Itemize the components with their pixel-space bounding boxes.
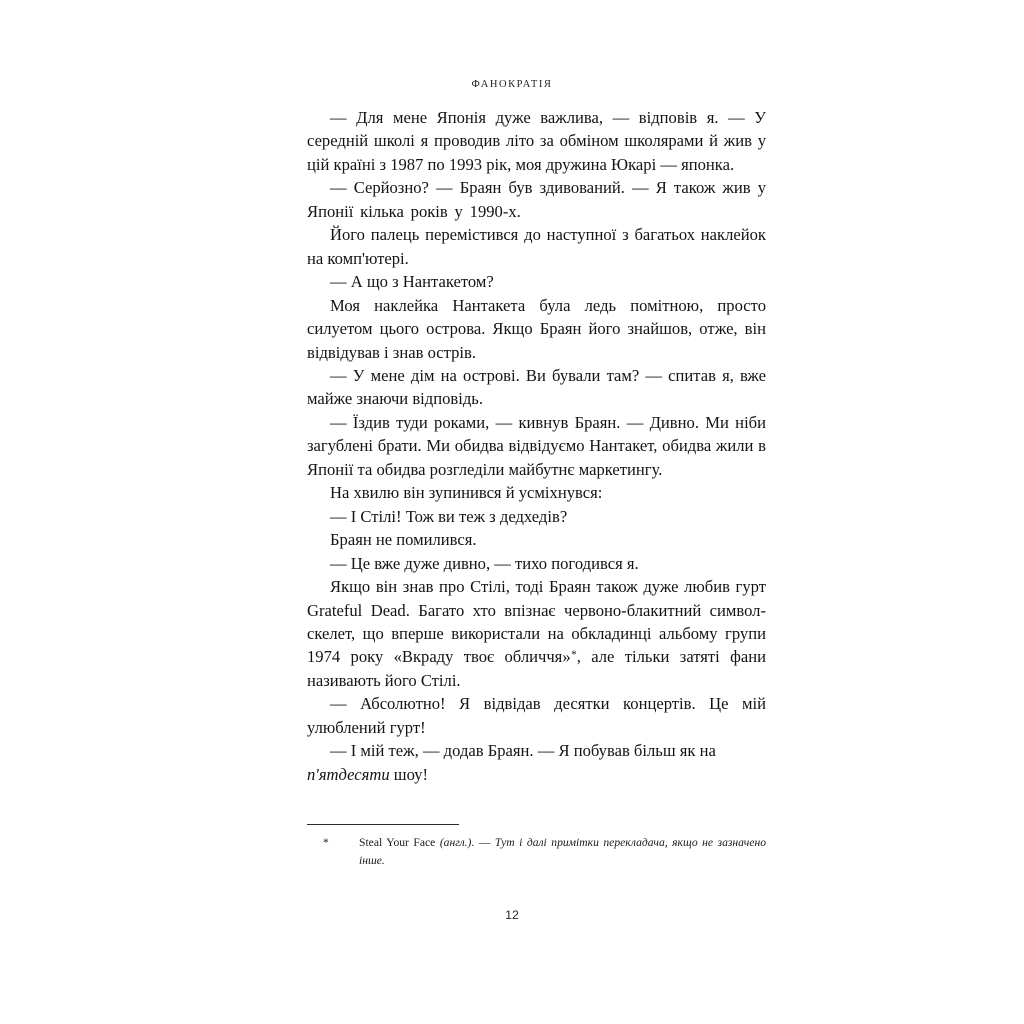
paragraph-text: — Абсолютно! Я відвідав десятки концертів. Це мій улюблений гурт! [307,694,766,737]
paragraph [307,176,766,223]
paragraph [307,481,766,504]
running-header: ФАНОКРАТІЯ [471,79,553,90]
paragraph [307,106,766,176]
paragraph-text-continued: шоу! [389,764,429,784]
paragraph-text: На хвилю він зупинився й усміхнувся: [330,483,603,503]
paragraph-text-continued: , але тільки затяті фани називають його Стілі. [307,647,767,690]
paragraph [307,364,766,411]
footnote-language-note: (англ.) [439,836,472,850]
paragraph-text: Якщо він знав про Стілі, тоді Браян також дуже любив гурт Grateful Dead. Багато хто впізнає червоно-блакитний символ-скелет, що вперше використали на обкладинці альбому групи 1974 року «Вкраду твоє обличчя» [307,577,766,667]
paragraph [307,223,766,270]
paragraph-text: Його палець перемістився до наступної з багатьох наклейок на комп'ютері. [307,225,766,268]
paragraph-text: — Це вже дуже дивно, — тихо погодився я. [330,553,639,573]
paragraph [307,528,766,551]
footnote-title: Steal Your Face [359,836,440,850]
paragraph-text: — І Стілі! Тож ви теж з дедхедів? [330,506,568,526]
paragraph [307,270,766,293]
paragraph [307,692,766,739]
footnote-translator-note: Тут і далі примітки перекладача, якщо не зазначено інше. [359,836,767,867]
paragraph-with-footnote [307,575,766,692]
footnote-marker: * [323,836,329,850]
body-text-column [307,106,766,786]
page-number: 12 [505,908,519,922]
footnote-reference-marker[interactable]: * [571,648,577,661]
paragraph [307,505,766,528]
paragraph-text: Моя наклейка Нантакета була ледь помітною, просто силуетом цього острова. Якщо Браян його знайшов, отже, він відвідував і знав острів. [307,295,766,362]
footnote-area [307,824,766,869]
footnote-separator-text: . — [471,836,495,850]
paragraph-text: — І мій теж, — додав Браян. — Я побував більш як на [330,741,716,761]
paragraph [307,294,766,364]
paragraph-text: Браян не помилився. [330,530,477,550]
emphasized-text: п'ятдесяти [307,764,390,784]
paragraph-text: — У мене дім на острові. Ви бували там? — спитав я, вже майже знаючи відповідь. [307,365,766,409]
paragraph [307,552,766,575]
paragraph-text: — Для мене Японія дуже важлива, — відповів я. — У середній школі я проводив літо за обміном школярами й жив у цій країні з 1987 по 1993 рік, моя дружина Юкарі — японка. [307,108,766,174]
paragraph-text: — Серйозно? — Браян був здивований. — Я також жив у Японії кілька років у 1990-х. [307,178,766,221]
paragraph-with-emphasis [307,739,766,786]
paragraph-text: — Їздив туди роками, — кивнув Браян. — Дивно. Ми ніби загублені брати. Ми обидва відвідуємо Нантакет, обидва жили в Японії та обидва розгледіли майбутнє маркетингу. [307,412,766,479]
footnote [307,834,766,869]
paragraph-text: — А що з Нантакетом? [330,272,494,292]
footnote-separator-rule [307,824,459,825]
paragraph [307,411,766,481]
